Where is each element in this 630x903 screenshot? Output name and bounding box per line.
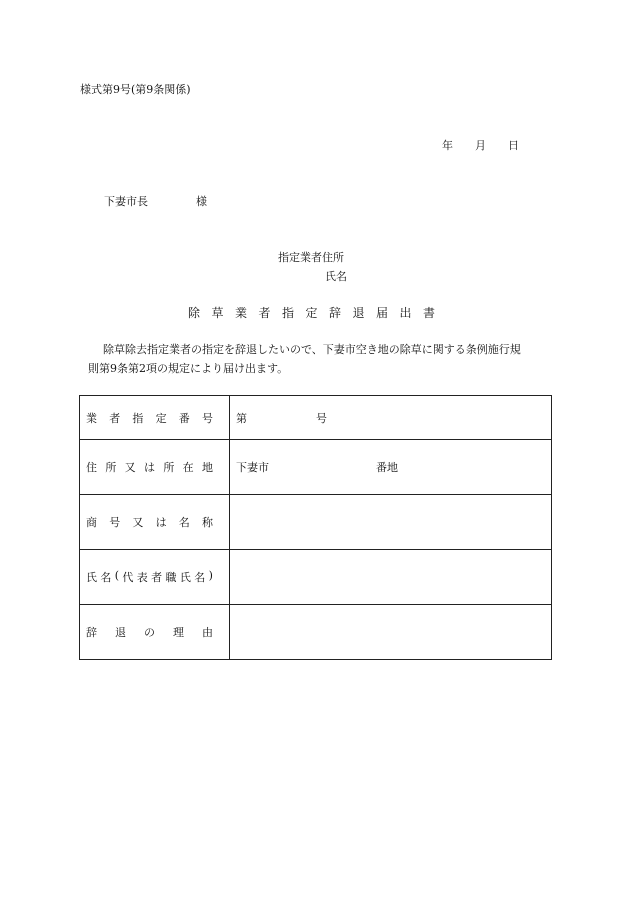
addressee — [104, 193, 207, 209]
label-char: 業 — [86, 411, 97, 425]
withdrawal-reason-label — [86, 624, 213, 640]
label-char: 職 — [165, 571, 177, 584]
form-number: 様式第9号(第9条関係) — [80, 83, 191, 96]
trade-name-label — [86, 514, 213, 530]
label-char: 指 — [132, 411, 144, 425]
label-char: 名 — [100, 571, 112, 584]
label-char: 者 — [151, 571, 163, 584]
label-char: 地 — [201, 461, 213, 474]
body-line-1: 除草除去指定業者の指定を辞退したいので、下妻市空き地の除草に関する条例施行規 — [103, 343, 521, 356]
label-char: ) — [208, 569, 213, 582]
withdrawal-reason-label-cell — [80, 605, 230, 660]
address-label — [86, 459, 213, 475]
applicant-name-label: 氏名 — [325, 270, 347, 283]
label-char: 氏 — [179, 571, 191, 584]
body-text — [88, 340, 558, 378]
address-value-prefix: 下妻市 — [236, 461, 269, 474]
label-char: は — [143, 461, 155, 474]
applicant-address-label: 指定業者住所 — [278, 251, 344, 264]
label-char: 代 — [122, 571, 134, 584]
address-label-cell — [80, 440, 230, 495]
label-char: 名 — [194, 571, 206, 584]
label-char: 表 — [136, 571, 148, 584]
label-char: 氏 — [86, 571, 97, 584]
representative-name-label — [86, 569, 213, 585]
trade-name-label-cell — [80, 495, 230, 550]
representative-name-label-cell — [80, 550, 230, 605]
label-char: 退 — [115, 626, 126, 639]
info-table — [79, 395, 552, 660]
vendor-number-label-cell — [80, 396, 230, 440]
representative-name-value-cell[interactable] — [230, 550, 552, 605]
label-char: 又 — [132, 516, 144, 529]
table-row-vendor-number — [80, 396, 552, 440]
label-char: は — [155, 516, 167, 529]
label-char: 者 — [109, 411, 121, 425]
label-char: 商 — [86, 516, 97, 529]
label-char: 番 — [178, 411, 190, 425]
vendor-number-value-cell[interactable] — [230, 396, 552, 440]
date-year: 年 — [442, 139, 453, 152]
vendor-number-value-suffix: 号 — [316, 411, 327, 425]
label-char: 所 — [105, 461, 117, 474]
address-value-cell[interactable] — [230, 440, 552, 495]
body-line-2: 則第9条第2項の規定により届け出ます。 — [88, 362, 289, 375]
vendor-number-value-prefix: 第 — [236, 411, 247, 425]
addressee-name: 下妻市長 — [104, 195, 148, 208]
date-line — [442, 137, 519, 153]
label-char: 号 — [201, 411, 213, 425]
document-title: 除草業者指定辞退届出書 — [188, 306, 447, 320]
date-month: 月 — [475, 139, 486, 152]
table-row-representative-name — [80, 550, 552, 605]
label-char: 由 — [202, 626, 213, 639]
label-char: 又 — [124, 461, 136, 474]
label-char: 称 — [201, 516, 213, 529]
label-char: 所 — [163, 461, 175, 474]
label-char: ( — [114, 569, 120, 582]
withdrawal-reason-value-cell[interactable] — [230, 605, 552, 660]
table-row-address — [80, 440, 552, 495]
label-char: 名 — [178, 516, 190, 529]
trade-name-value-cell[interactable] — [230, 495, 552, 550]
label-char: 理 — [173, 626, 184, 639]
label-char: 辞 — [86, 626, 97, 639]
label-char: 在 — [182, 461, 194, 474]
address-value-suffix: 番地 — [376, 461, 398, 474]
date-day: 日 — [508, 139, 519, 152]
label-char: の — [144, 626, 155, 639]
label-char: 住 — [86, 461, 97, 474]
label-char: 定 — [155, 411, 167, 425]
vendor-number-label — [86, 410, 213, 426]
table-row-withdrawal-reason — [80, 605, 552, 660]
table-row-trade-name — [80, 495, 552, 550]
label-char: 号 — [109, 516, 121, 529]
addressee-honorific: 様 — [196, 195, 207, 208]
